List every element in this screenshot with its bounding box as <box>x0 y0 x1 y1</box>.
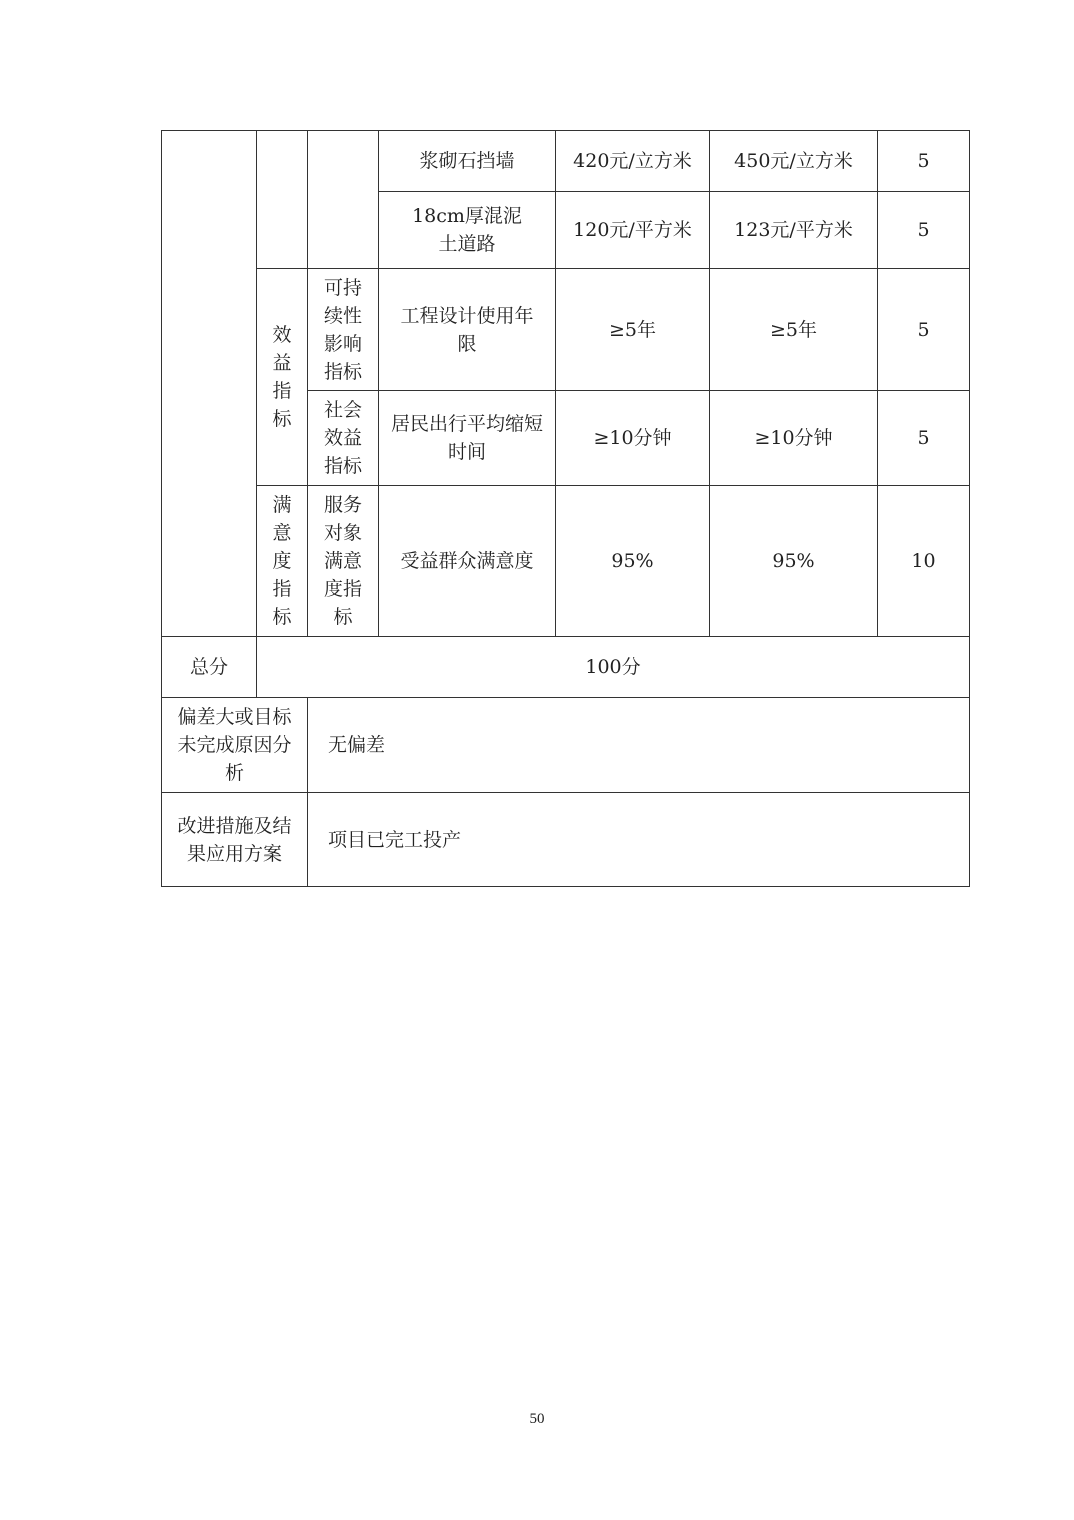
actual-cell: ≥5年 <box>710 269 878 391</box>
indicator-text: 居民出行平均缩短时间 <box>390 413 543 463</box>
level2-cell <box>257 486 308 637</box>
actual-cell: 450元/立方米 <box>710 131 878 192</box>
actual-cell: 95% <box>710 486 878 637</box>
score-cell: 5 <box>878 391 970 486</box>
indicator-text: 工程设计使用年限 <box>400 304 534 355</box>
level3-label: 社会效益指标 <box>324 399 363 477</box>
level3-label: 服务对象满意度指标 <box>324 494 363 628</box>
level3-cell <box>308 269 379 391</box>
indicator-cell <box>379 269 556 391</box>
level1-cell-empty <box>162 131 257 637</box>
improvement-value: 项目已完工投产 <box>308 793 970 887</box>
total-value: 100分 <box>257 637 970 698</box>
deviation-row <box>162 698 970 793</box>
level2-label: 满意度指标 <box>272 494 292 628</box>
actual-cell: 123元/平方米 <box>710 192 878 269</box>
table-row <box>162 131 970 192</box>
table-row <box>162 269 970 391</box>
score-cell: 5 <box>878 192 970 269</box>
score-cell: 5 <box>878 131 970 192</box>
target-cell: ≥10分钟 <box>556 391 710 486</box>
level3-cell-empty <box>308 131 379 269</box>
indicator-cell <box>379 192 556 269</box>
score-cell: 10 <box>878 486 970 637</box>
level3-cell <box>308 391 379 486</box>
level3-cell <box>308 486 379 637</box>
performance-table <box>161 130 970 887</box>
deviation-label: 偏差大或目标未完成原因分析 <box>162 698 308 793</box>
indicator-cell: 浆砌石挡墙 <box>379 131 556 192</box>
total-row <box>162 637 970 698</box>
actual-cell: ≥10分钟 <box>710 391 878 486</box>
table-row <box>162 486 970 637</box>
level2-label: 效益指标 <box>272 324 292 430</box>
level3-label: 可持续性影响指标 <box>324 276 363 383</box>
indicator-cell <box>379 391 556 486</box>
level2-cell-empty <box>257 131 308 269</box>
target-cell: 420元/立方米 <box>556 131 710 192</box>
target-cell: 120元/平方米 <box>556 192 710 269</box>
target-cell: ≥5年 <box>556 269 710 391</box>
indicator-text: 18cm厚混泥土道路 <box>412 205 522 255</box>
improvement-row <box>162 793 970 887</box>
total-label: 总分 <box>162 637 257 698</box>
target-cell: 95% <box>556 486 710 637</box>
deviation-value: 无偏差 <box>308 698 970 793</box>
score-cell: 5 <box>878 269 970 391</box>
improvement-label: 改进措施及结果应用方案 <box>162 793 308 887</box>
page-number: 50 <box>529 1411 545 1427</box>
level2-cell <box>257 269 308 486</box>
indicator-cell: 受益群众满意度 <box>379 486 556 637</box>
